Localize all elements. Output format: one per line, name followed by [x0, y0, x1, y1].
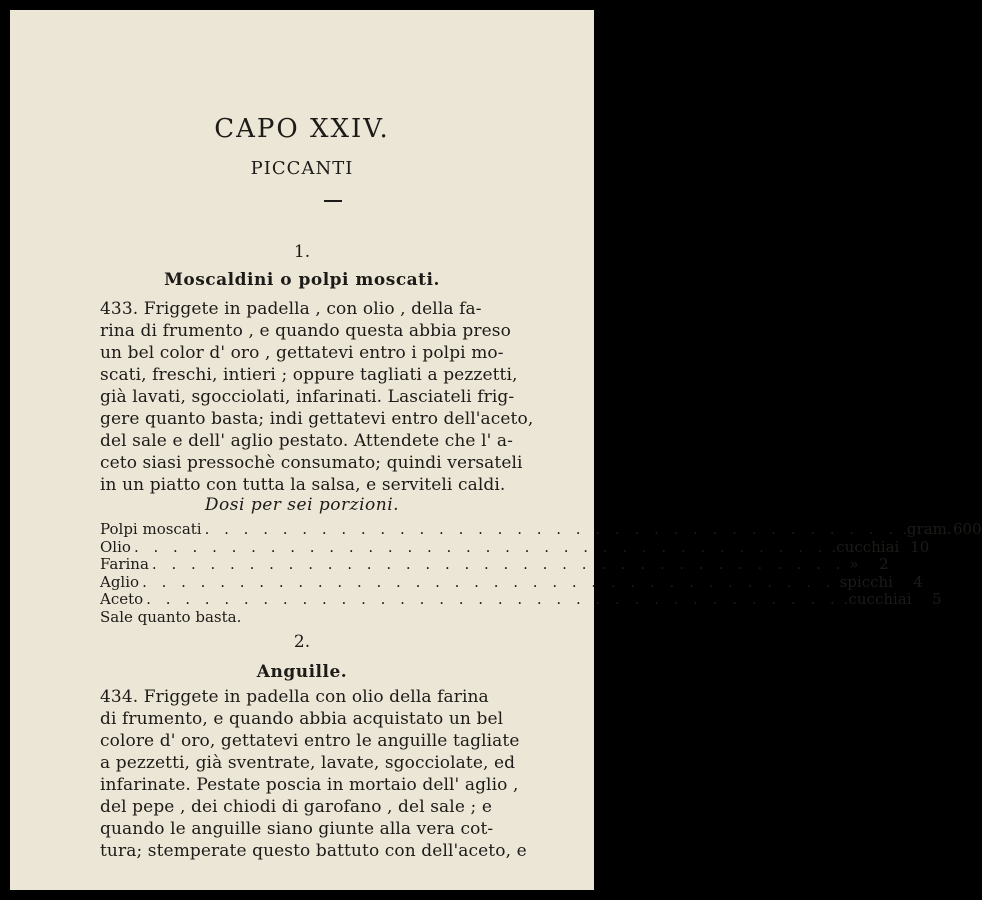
leader-dots: . . . . . . . . . . . . . . . . . . . . . . . . . . . . . . . . . . . .	[133, 537, 828, 556]
text-line: di frumento, e quando abbia acquistato un bel	[100, 709, 504, 729]
ingredient-row	[100, 537, 930, 556]
divider-rule	[324, 200, 342, 202]
ingredient-row	[100, 520, 982, 538]
ingredient-qty: 4	[913, 572, 923, 591]
ingredient-qty: 10	[910, 537, 930, 556]
ingredient-list	[100, 520, 982, 626]
book-page	[10, 10, 982, 890]
section-title: PICCANTI	[250, 158, 354, 179]
ingredient-name: Aglio	[100, 572, 140, 591]
ingredient-row	[100, 555, 889, 573]
text-line: tura; stemperate questo battuto con dell'aceto, e	[100, 841, 527, 861]
leader-dots: . . . . . . . . . . . . . . . . . . . . . . . . . . . . . . . . . . . .	[151, 555, 846, 573]
portions-heading: Dosi per sei porzioni.	[204, 495, 400, 515]
text-line: del pepe , dei chiodi di garofano , del sale ; e	[100, 797, 492, 817]
text-line: gere quanto basta; indi gettatevi entro dell'aceto,	[100, 409, 534, 429]
ingredient-name: Farina	[100, 555, 149, 573]
text-line: del sale e dell' aglio pestato. Attendete che l' a-	[100, 431, 513, 451]
chapter-title: CAPO XXIV.	[214, 114, 390, 144]
ingredient-unit: »	[849, 555, 859, 573]
text-line: ceto siasi pressochè consumato; quindi versateli	[100, 453, 523, 473]
ingredient-qty: 5	[932, 590, 942, 608]
ingredient-unit: spicchi	[839, 572, 893, 591]
text-line: scati, freschi, intieri ; oppure tagliati a pezzetti,	[100, 365, 518, 385]
text-line: a pezzetti, già sventrate, lavate, sgocciolate, ed	[100, 753, 516, 773]
text-line: 433. Friggete in padella , con olio , della fa-	[100, 299, 482, 319]
leader-dots: . . . . . . . . . . . . . . . . . . . . . . . . . . . . . . . . . . . .	[146, 590, 840, 608]
ingredient-unit: .cucchiai	[831, 537, 900, 556]
ingredient-note: Sale quanto basta.	[100, 607, 242, 626]
recipe-title: Anguille.	[256, 662, 348, 682]
text-line: 434. Friggete in padella con olio della farina	[100, 687, 489, 707]
ingredient-name: Olio	[100, 537, 131, 556]
ingredient-name: Aceto	[100, 590, 144, 608]
ingredient-name: Polpi moscati	[100, 520, 202, 538]
ingredient-unit: .cucchiai	[843, 590, 912, 608]
text-line: quando le anguille siano giunte alla vera cot-	[100, 819, 494, 839]
ingredient-qty: 2	[879, 555, 889, 573]
recipe-title: Moscaldini o polpi moscati.	[164, 270, 440, 290]
text-line: colore d' oro, gettatevi entro le anguille tagliate	[100, 731, 520, 751]
ingredient-row	[100, 572, 923, 591]
text-line: infarinate. Pestate poscia in mortaio dell' aglio ,	[100, 775, 519, 795]
ingredient-row	[100, 590, 942, 608]
text-line: un bel color d' oro , gettatevi entro i polpi mo-	[100, 343, 504, 363]
text-line: già lavati, sgocciolati, infarinati. Lasciateli frig-	[100, 387, 515, 407]
leader-dots: . . . . . . . . . . . . . . . . . . . . . . . . . . . . . . . . . . . .	[142, 572, 836, 591]
text-line: in un piatto con tutta la salsa, e serviteli caldi.	[100, 475, 506, 495]
recipe-number: 1.	[293, 242, 311, 262]
text-line: rina di frumento , e quando questa abbia preso	[100, 321, 511, 341]
recipe-text	[100, 298, 576, 496]
recipe-text	[100, 686, 576, 862]
recipe-number: 2.	[293, 632, 311, 652]
leader-dots: . . . . . . . . . . . . . . . . . . . . . . . . . . . . . . . . . . . .	[204, 520, 899, 538]
ingredient-unit: .gram.	[902, 520, 952, 538]
ingredient-qty: 600	[953, 520, 982, 538]
